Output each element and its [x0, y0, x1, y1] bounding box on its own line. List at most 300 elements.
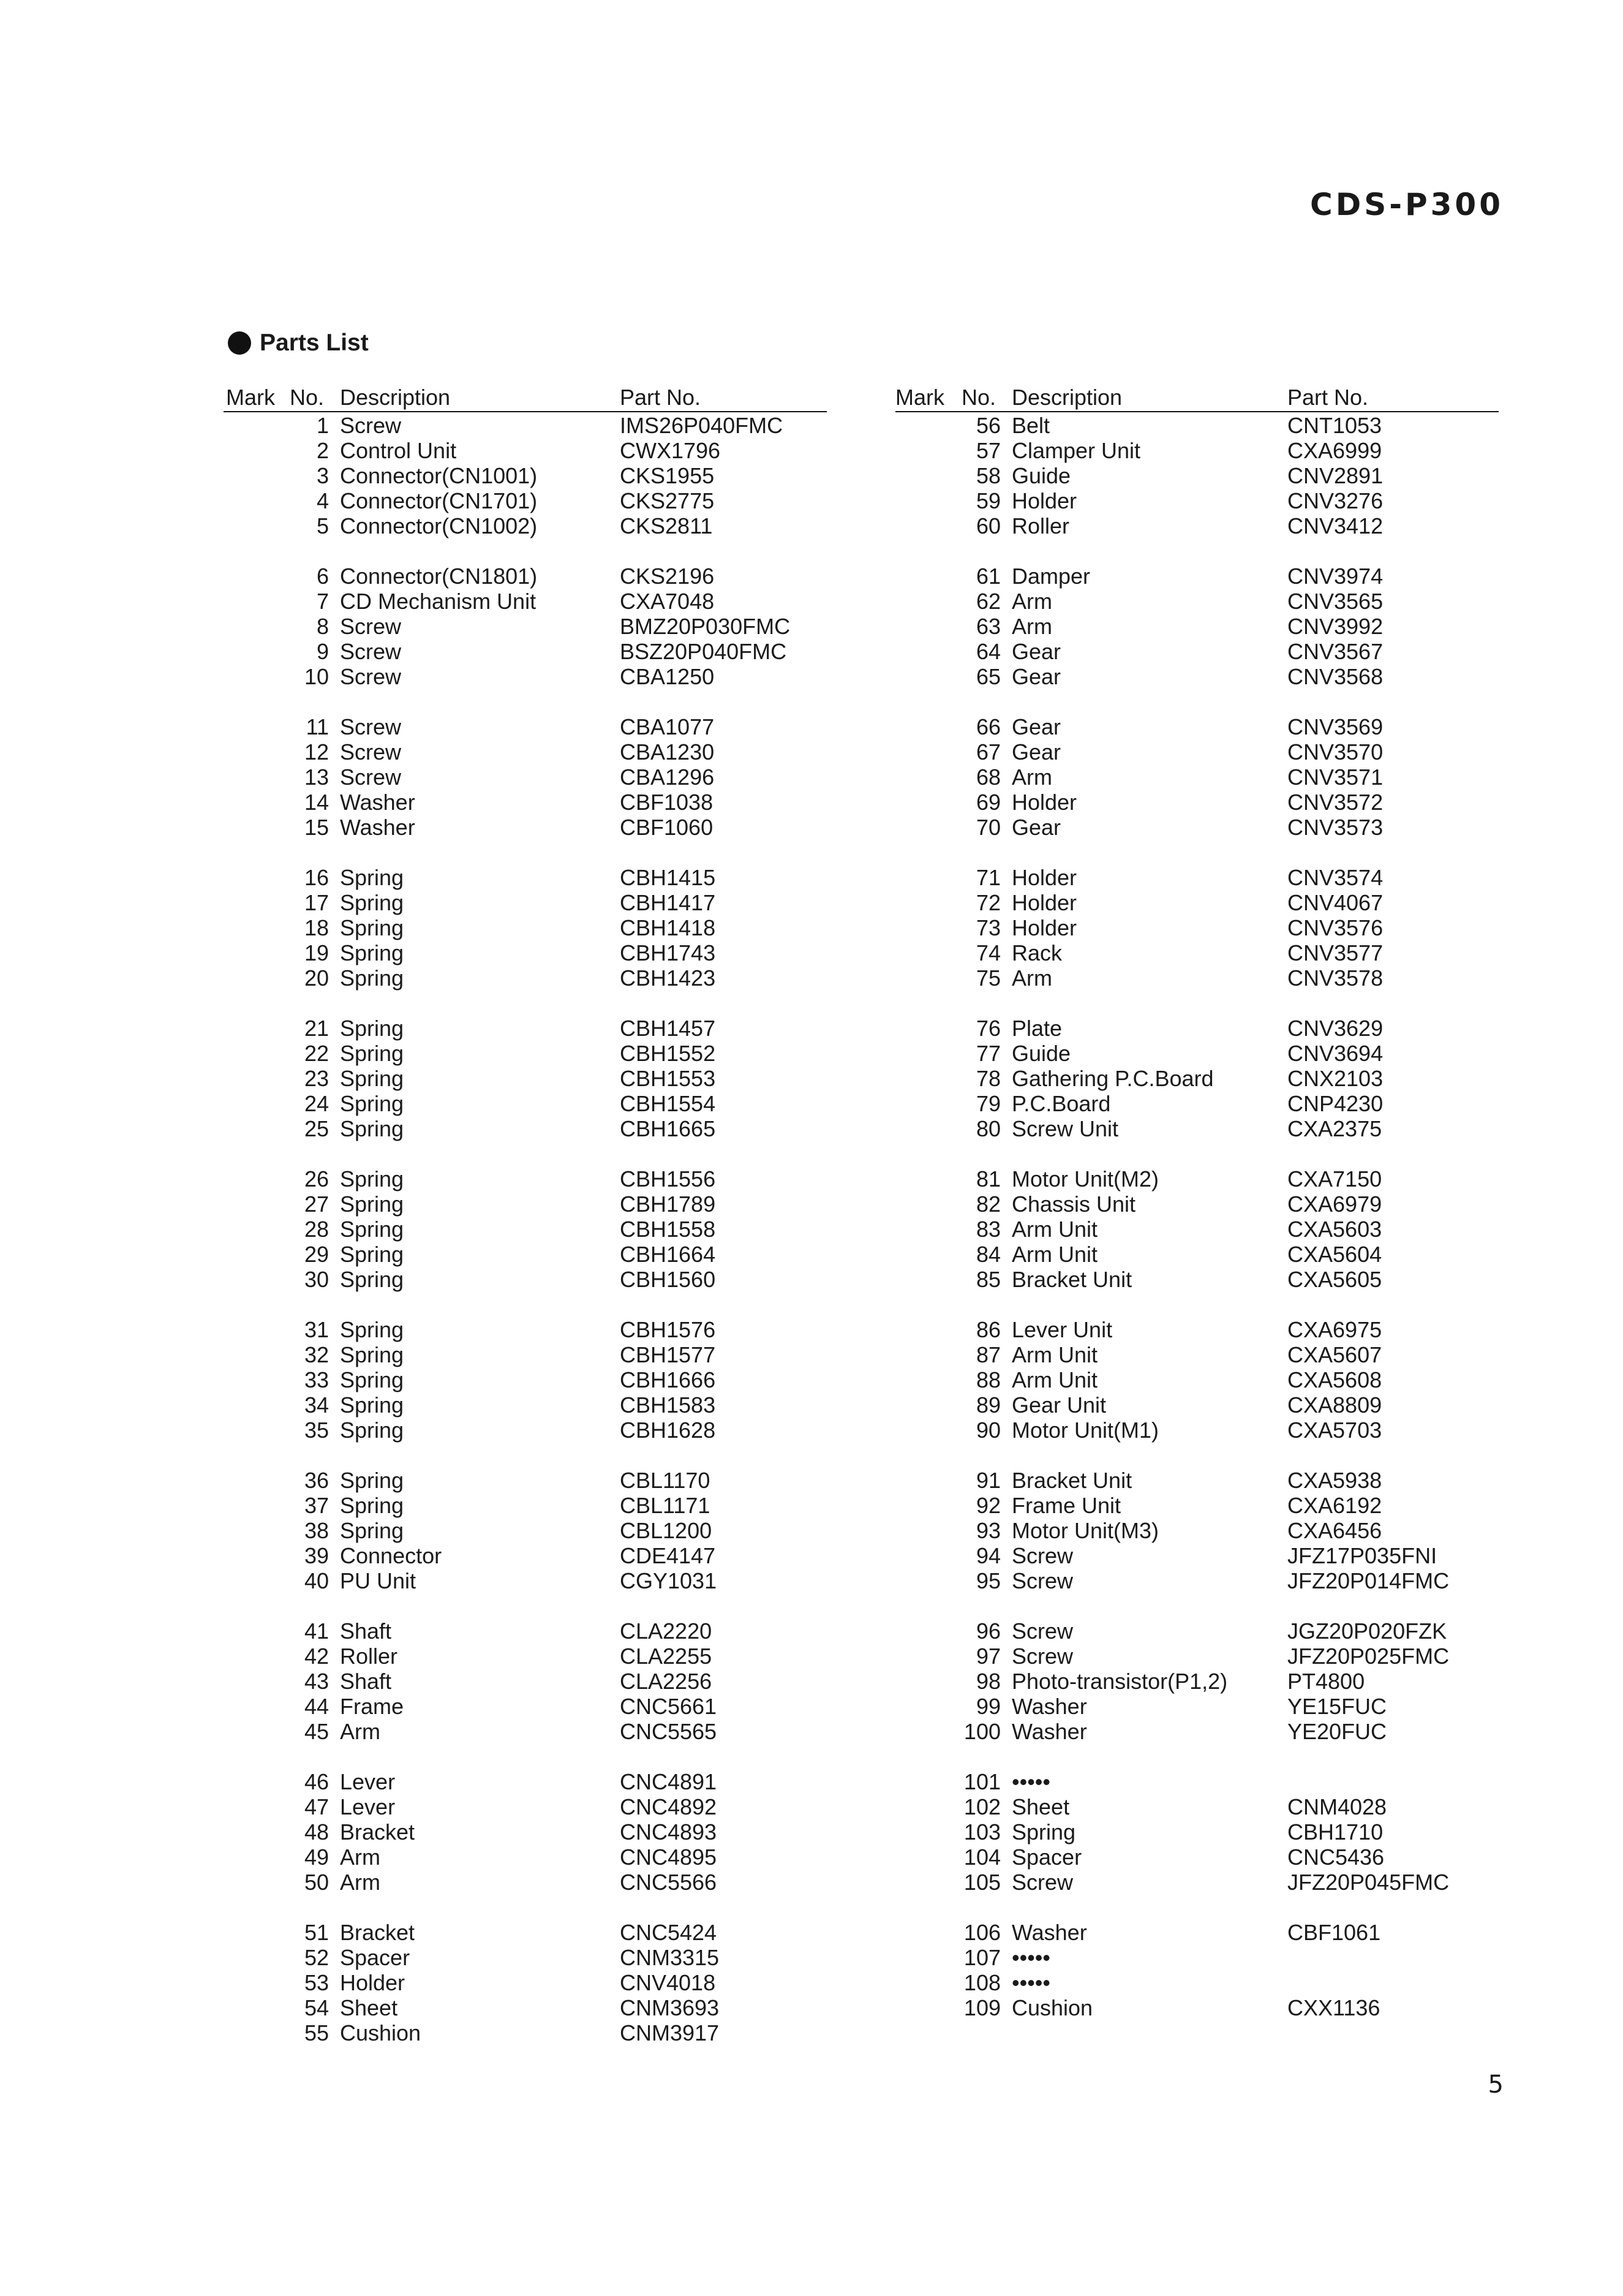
part-description: Arm Unit	[1012, 1217, 1098, 1242]
part-number-index: 2	[316, 438, 329, 463]
model-number: CDS-P300	[1310, 187, 1504, 222]
part-code: CNV2891	[1287, 463, 1384, 488]
part-number-index: 107	[963, 1945, 1001, 1970]
part-description: Connector(CN1001)	[340, 463, 538, 488]
part-code: CBH1628	[620, 1418, 716, 1443]
table-row	[224, 1041, 836, 1066]
table-row	[224, 1669, 836, 1694]
part-number-index: 100	[963, 1719, 1001, 1744]
table-row	[224, 765, 836, 790]
part-code: CNM3315	[620, 1945, 720, 1970]
part-code: CXA5608	[1287, 1367, 1382, 1392]
table-row	[224, 1694, 836, 1719]
table-row	[895, 1945, 1508, 1970]
table-row	[224, 1518, 836, 1543]
part-code: CNV3974	[1287, 564, 1384, 589]
part-description: Screw	[340, 739, 402, 765]
table-row	[895, 1066, 1508, 1091]
part-code: CBF1061	[1287, 1920, 1381, 1945]
table-row	[224, 488, 836, 513]
table-row	[895, 438, 1508, 463]
part-number-index: 67	[976, 739, 1001, 765]
part-description: Photo-transistor(P1,2)	[1012, 1669, 1228, 1694]
table-header	[224, 385, 836, 410]
header-mark: Mark	[226, 385, 275, 410]
table-row	[895, 1769, 1508, 1794]
part-description: Screw	[340, 714, 402, 739]
part-number-index: 88	[976, 1367, 1001, 1392]
table-row	[895, 790, 1508, 815]
part-code: CNM3917	[620, 2020, 720, 2045]
part-description: Gear	[1012, 664, 1061, 689]
part-number-index: 45	[304, 1719, 329, 1744]
part-number-index: 6	[316, 564, 329, 589]
table-row	[895, 1342, 1508, 1367]
part-number-index: 20	[304, 965, 329, 991]
part-number-index: 106	[963, 1920, 1001, 1945]
table-row	[895, 1970, 1508, 1995]
part-code: BMZ20P030FMC	[620, 614, 791, 639]
part-code: CNV3574	[1287, 865, 1384, 890]
part-number-index: 49	[304, 1845, 329, 1870]
part-description: Lever	[340, 1794, 396, 1819]
table-row	[224, 1342, 836, 1367]
table-row	[895, 1493, 1508, 1518]
part-code: CNV3694	[1287, 1041, 1384, 1066]
part-number-index: 31	[304, 1317, 329, 1342]
table-row	[224, 1242, 836, 1267]
part-code: CNP4230	[1287, 1091, 1384, 1116]
part-number-index: 41	[304, 1618, 329, 1644]
part-description: Spring	[340, 1267, 404, 1292]
parts-table-left	[224, 385, 836, 2045]
part-code: CNC4895	[620, 1845, 717, 1870]
part-number-index: 97	[976, 1644, 1001, 1669]
part-code: CGY1031	[620, 1568, 717, 1593]
part-code: CBA1230	[620, 739, 715, 765]
table-row	[895, 1367, 1508, 1392]
part-number-index: 66	[976, 714, 1001, 739]
table-row	[224, 1769, 836, 1794]
part-code: CLA2220	[620, 1618, 712, 1644]
part-description: Washer	[340, 815, 415, 840]
header-no: No.	[962, 385, 996, 410]
part-code: CBH1576	[620, 1317, 716, 1342]
table-row	[224, 1468, 836, 1493]
part-description: Spring	[340, 1217, 404, 1242]
table-row	[895, 1669, 1508, 1694]
part-description: Holder	[1012, 915, 1077, 940]
part-description: Screw	[340, 639, 402, 664]
table-row	[895, 589, 1508, 614]
header-mark: Mark	[895, 385, 944, 410]
part-code: CXA7048	[620, 589, 715, 614]
part-number-index: 98	[976, 1669, 1001, 1694]
part-number-index: 25	[304, 1116, 329, 1141]
bullet-icon	[228, 331, 251, 355]
part-code: CXA8809	[1287, 1392, 1382, 1418]
part-code: JGZ20P020FZK	[1287, 1618, 1447, 1644]
part-number-index: 33	[304, 1367, 329, 1392]
part-code: CBL1200	[620, 1518, 712, 1543]
part-description: Arm Unit	[1012, 1242, 1098, 1267]
part-code: CBH1553	[620, 1066, 716, 1091]
table-row	[895, 1317, 1508, 1342]
table-row	[895, 965, 1508, 991]
part-code: CBH1415	[620, 865, 716, 890]
table-row	[895, 664, 1508, 689]
table-row	[224, 1217, 836, 1242]
part-number-index: 12	[304, 739, 329, 765]
table-row	[224, 1920, 836, 1945]
part-description: Spring	[340, 940, 404, 965]
table-row	[895, 739, 1508, 765]
part-code: CBH1423	[620, 965, 716, 991]
page-number: 5	[1488, 2071, 1504, 2099]
table-row	[224, 664, 836, 689]
part-code: CKS1955	[620, 463, 715, 488]
part-description: Arm	[1012, 589, 1052, 614]
part-number-index: 1	[316, 413, 329, 438]
part-code: CNC4893	[620, 1819, 717, 1845]
part-description: Spring	[340, 915, 404, 940]
part-code: CNV4067	[1287, 890, 1384, 915]
part-description: Spring	[340, 1392, 404, 1418]
table-row	[895, 488, 1508, 513]
part-number-index: 16	[304, 865, 329, 890]
part-description: Screw	[1012, 1543, 1074, 1568]
table-row	[224, 1845, 836, 1870]
part-description: Washer	[1012, 1694, 1087, 1719]
table-row	[224, 890, 836, 915]
table-row	[224, 1945, 836, 1970]
part-number-index: 91	[976, 1468, 1001, 1493]
table-row	[224, 589, 836, 614]
table-row	[224, 1267, 836, 1292]
part-number-index: 38	[304, 1518, 329, 1543]
part-code: CBH1577	[620, 1342, 716, 1367]
table-row	[224, 1543, 836, 1568]
part-number-index: 72	[976, 890, 1001, 915]
header-part-no: Part No.	[620, 385, 701, 410]
table-row	[224, 1091, 836, 1116]
part-code: CNV3577	[1287, 940, 1384, 965]
table-row	[895, 940, 1508, 965]
part-number-index: 94	[976, 1543, 1001, 1568]
part-code: CBH1666	[620, 1367, 716, 1392]
part-description: Spring	[1012, 1819, 1076, 1845]
table-row	[224, 564, 836, 589]
part-code: CKS2811	[620, 513, 713, 538]
table-row	[224, 1166, 836, 1191]
part-description: P.C.Board	[1012, 1091, 1111, 1116]
part-number-index: 81	[976, 1166, 1001, 1191]
part-code: CNV3276	[1287, 488, 1384, 513]
table-row	[895, 1518, 1508, 1543]
part-code: CBH1554	[620, 1091, 716, 1116]
part-description: Motor Unit(M3)	[1012, 1518, 1159, 1543]
table-row	[224, 1392, 836, 1418]
part-code: BSZ20P040FMC	[620, 639, 787, 664]
table-row	[895, 915, 1508, 940]
part-code: CNV3573	[1287, 815, 1384, 840]
table-row	[895, 1543, 1508, 1568]
part-description: Arm	[340, 1870, 380, 1895]
table-row	[895, 1468, 1508, 1493]
table-row	[895, 463, 1508, 488]
table-row	[895, 1870, 1508, 1895]
part-number-index: 64	[976, 639, 1001, 664]
parts-table-right	[895, 385, 1508, 2020]
table-row	[895, 1995, 1508, 2020]
part-number-index: 14	[304, 790, 329, 815]
header-description: Description	[1012, 385, 1123, 410]
part-description: Holder	[1012, 890, 1077, 915]
part-code: CNC5436	[1287, 1845, 1385, 1870]
part-description: Spring	[340, 965, 404, 991]
parts-rows-left	[224, 413, 836, 2045]
part-number-index: 89	[976, 1392, 1001, 1418]
part-code: CBA1077	[620, 714, 715, 739]
table-row	[895, 1568, 1508, 1593]
part-number-index: 54	[304, 1995, 329, 2020]
part-description: Connector(CN1701)	[340, 488, 538, 513]
part-description: Control Unit	[340, 438, 457, 463]
table-row	[895, 1392, 1508, 1418]
table-row	[224, 1819, 836, 1845]
table-row	[895, 1694, 1508, 1719]
part-number-index: 108	[963, 1970, 1001, 1995]
part-description: Screw	[1012, 1644, 1074, 1669]
table-row	[224, 1995, 836, 2020]
part-code: CBH1665	[620, 1116, 716, 1141]
part-description: Washer	[340, 790, 415, 815]
part-number-index: 50	[304, 1870, 329, 1895]
part-number-index: 58	[976, 463, 1001, 488]
part-number-index: 8	[316, 614, 329, 639]
part-description: Arm	[1012, 614, 1052, 639]
part-code: CKS2775	[620, 488, 715, 513]
part-number-index: 4	[316, 488, 329, 513]
part-description: Gear	[1012, 639, 1061, 664]
part-description: Connector(CN1002)	[340, 513, 538, 538]
header-description: Description	[340, 385, 451, 410]
part-number-index: 92	[976, 1493, 1001, 1518]
part-code: CNV3571	[1287, 765, 1384, 790]
part-code: CBL1171	[620, 1493, 710, 1518]
table-row	[224, 2020, 836, 2045]
part-number-index: 24	[304, 1091, 329, 1116]
part-description: Spring	[340, 1016, 404, 1041]
part-code: CXA5938	[1287, 1468, 1382, 1493]
part-code: CBH1417	[620, 890, 716, 915]
header-part-no: Part No.	[1287, 385, 1369, 410]
part-number-index: 73	[976, 915, 1001, 940]
table-row	[224, 1493, 836, 1518]
part-description: Lever Unit	[1012, 1317, 1113, 1342]
part-code: CXA6456	[1287, 1518, 1382, 1543]
part-description: Spring	[340, 1342, 404, 1367]
part-description: Cushion	[340, 2020, 421, 2045]
table-row	[895, 614, 1508, 639]
table-row	[895, 1041, 1508, 1066]
table-row	[224, 865, 836, 890]
part-code: CXA7150	[1287, 1166, 1382, 1191]
part-description: Shaft	[340, 1669, 392, 1694]
part-description: Spring	[340, 1468, 404, 1493]
part-code: CXA5607	[1287, 1342, 1382, 1367]
part-code: IMS26P040FMC	[620, 413, 783, 438]
part-description: Screw	[340, 664, 402, 689]
part-description: Spring	[340, 1066, 404, 1091]
table-row	[224, 1191, 836, 1217]
part-number-index: 26	[304, 1166, 329, 1191]
table-header	[895, 385, 1508, 410]
header-rule	[895, 411, 1499, 412]
part-description: Holder	[1012, 488, 1077, 513]
part-description: Screw Unit	[1012, 1116, 1119, 1141]
part-code: CBH1664	[620, 1242, 716, 1267]
part-code: CNV3569	[1287, 714, 1384, 739]
part-code: CXX1136	[1287, 1995, 1380, 2020]
table-row	[224, 1066, 836, 1091]
table-row	[224, 1116, 836, 1141]
part-code: CBH1418	[620, 915, 716, 940]
table-row	[224, 1970, 836, 1995]
part-code: CWX1796	[620, 438, 721, 463]
part-description: •••••	[1012, 1769, 1051, 1794]
part-code: CNX2103	[1287, 1066, 1384, 1091]
part-description: PU Unit	[340, 1568, 416, 1593]
table-row	[224, 513, 836, 538]
part-number-index: 96	[976, 1618, 1001, 1644]
part-code: CXA6979	[1287, 1191, 1382, 1217]
part-number-index: 82	[976, 1191, 1001, 1217]
part-description: Bracket Unit	[1012, 1267, 1132, 1292]
section-title: Parts List	[260, 330, 369, 356]
part-number-index: 51	[304, 1920, 329, 1945]
part-number-index: 23	[304, 1066, 329, 1091]
table-row	[895, 1819, 1508, 1845]
table-row	[895, 1242, 1508, 1267]
part-description: CD Mechanism Unit	[340, 589, 537, 614]
part-number-index: 103	[963, 1819, 1001, 1845]
part-description: Screw	[340, 614, 402, 639]
table-row	[895, 1794, 1508, 1819]
table-row	[895, 1116, 1508, 1141]
part-description: Holder	[1012, 865, 1077, 890]
part-code: CLA2256	[620, 1669, 712, 1694]
table-row	[895, 765, 1508, 790]
table-row	[224, 1568, 836, 1593]
part-number-index: 9	[316, 639, 329, 664]
table-row	[895, 1845, 1508, 1870]
part-number-index: 79	[976, 1091, 1001, 1116]
part-code: CBF1060	[620, 815, 714, 840]
part-description: Gear	[1012, 739, 1061, 765]
table-row	[895, 1920, 1508, 1945]
part-number-index: 76	[976, 1016, 1001, 1041]
part-description: Motor Unit(M2)	[1012, 1166, 1159, 1191]
part-description: Spring	[340, 1242, 404, 1267]
part-description: Arm	[1012, 965, 1052, 991]
part-number-index: 85	[976, 1267, 1001, 1292]
part-description: Spring	[340, 890, 404, 915]
part-description: Holder	[340, 1970, 405, 1995]
part-number-index: 42	[304, 1644, 329, 1669]
part-description: Guide	[1012, 1041, 1071, 1066]
part-number-index: 34	[304, 1392, 329, 1418]
part-description: Screw	[340, 765, 402, 790]
part-code: CNV3568	[1287, 664, 1384, 689]
table-row	[895, 1719, 1508, 1744]
part-number-index: 105	[963, 1870, 1001, 1895]
part-code: CNV3578	[1287, 965, 1384, 991]
part-code: CBH1556	[620, 1166, 716, 1191]
part-description: Belt	[1012, 413, 1050, 438]
part-number-index: 101	[963, 1769, 1001, 1794]
part-number-index: 35	[304, 1418, 329, 1443]
part-description: Spring	[340, 1116, 404, 1141]
part-code: CBH1743	[620, 940, 716, 965]
part-number-index: 65	[976, 664, 1001, 689]
table-row	[895, 513, 1508, 538]
part-number-index: 70	[976, 815, 1001, 840]
part-code: CNV4018	[620, 1970, 716, 1995]
table-row	[224, 965, 836, 991]
part-description: Spring	[340, 1166, 404, 1191]
part-description: Spring	[340, 865, 404, 890]
part-code: YE15FUC	[1287, 1694, 1387, 1719]
part-code: CBF1038	[620, 790, 714, 815]
part-code: CNM3693	[620, 1995, 720, 2020]
part-number-index: 77	[976, 1041, 1001, 1066]
table-row	[224, 614, 836, 639]
part-number-index: 55	[304, 2020, 329, 2045]
table-row	[224, 1367, 836, 1392]
part-description: Spring	[340, 1367, 404, 1392]
part-number-index: 27	[304, 1191, 329, 1217]
table-row	[224, 1618, 836, 1644]
part-code: CXA5603	[1287, 1217, 1382, 1242]
table-row	[895, 1217, 1508, 1242]
part-number-index: 52	[304, 1945, 329, 1970]
part-description: Guide	[1012, 463, 1071, 488]
parts-rows-right	[895, 413, 1508, 2020]
part-code: CXA2375	[1287, 1116, 1382, 1141]
part-number-index: 84	[976, 1242, 1001, 1267]
table-row	[224, 815, 836, 840]
part-code: CXA6192	[1287, 1493, 1382, 1518]
part-number-index: 46	[304, 1769, 329, 1794]
table-row	[224, 639, 836, 664]
part-code: CNV3567	[1287, 639, 1384, 664]
table-row	[895, 564, 1508, 589]
table-row	[895, 1418, 1508, 1443]
part-number-index: 74	[976, 940, 1001, 965]
part-code: CNC4892	[620, 1794, 717, 1819]
part-number-index: 57	[976, 438, 1001, 463]
part-description: •••••	[1012, 1970, 1051, 1995]
part-description: Arm	[340, 1845, 380, 1870]
table-row	[895, 890, 1508, 915]
part-code: JFZ20P025FMC	[1287, 1644, 1450, 1669]
table-row	[895, 1267, 1508, 1292]
part-description: Washer	[1012, 1719, 1087, 1744]
part-number-index: 36	[304, 1468, 329, 1493]
table-row	[224, 739, 836, 765]
part-description: •••••	[1012, 1945, 1051, 1970]
